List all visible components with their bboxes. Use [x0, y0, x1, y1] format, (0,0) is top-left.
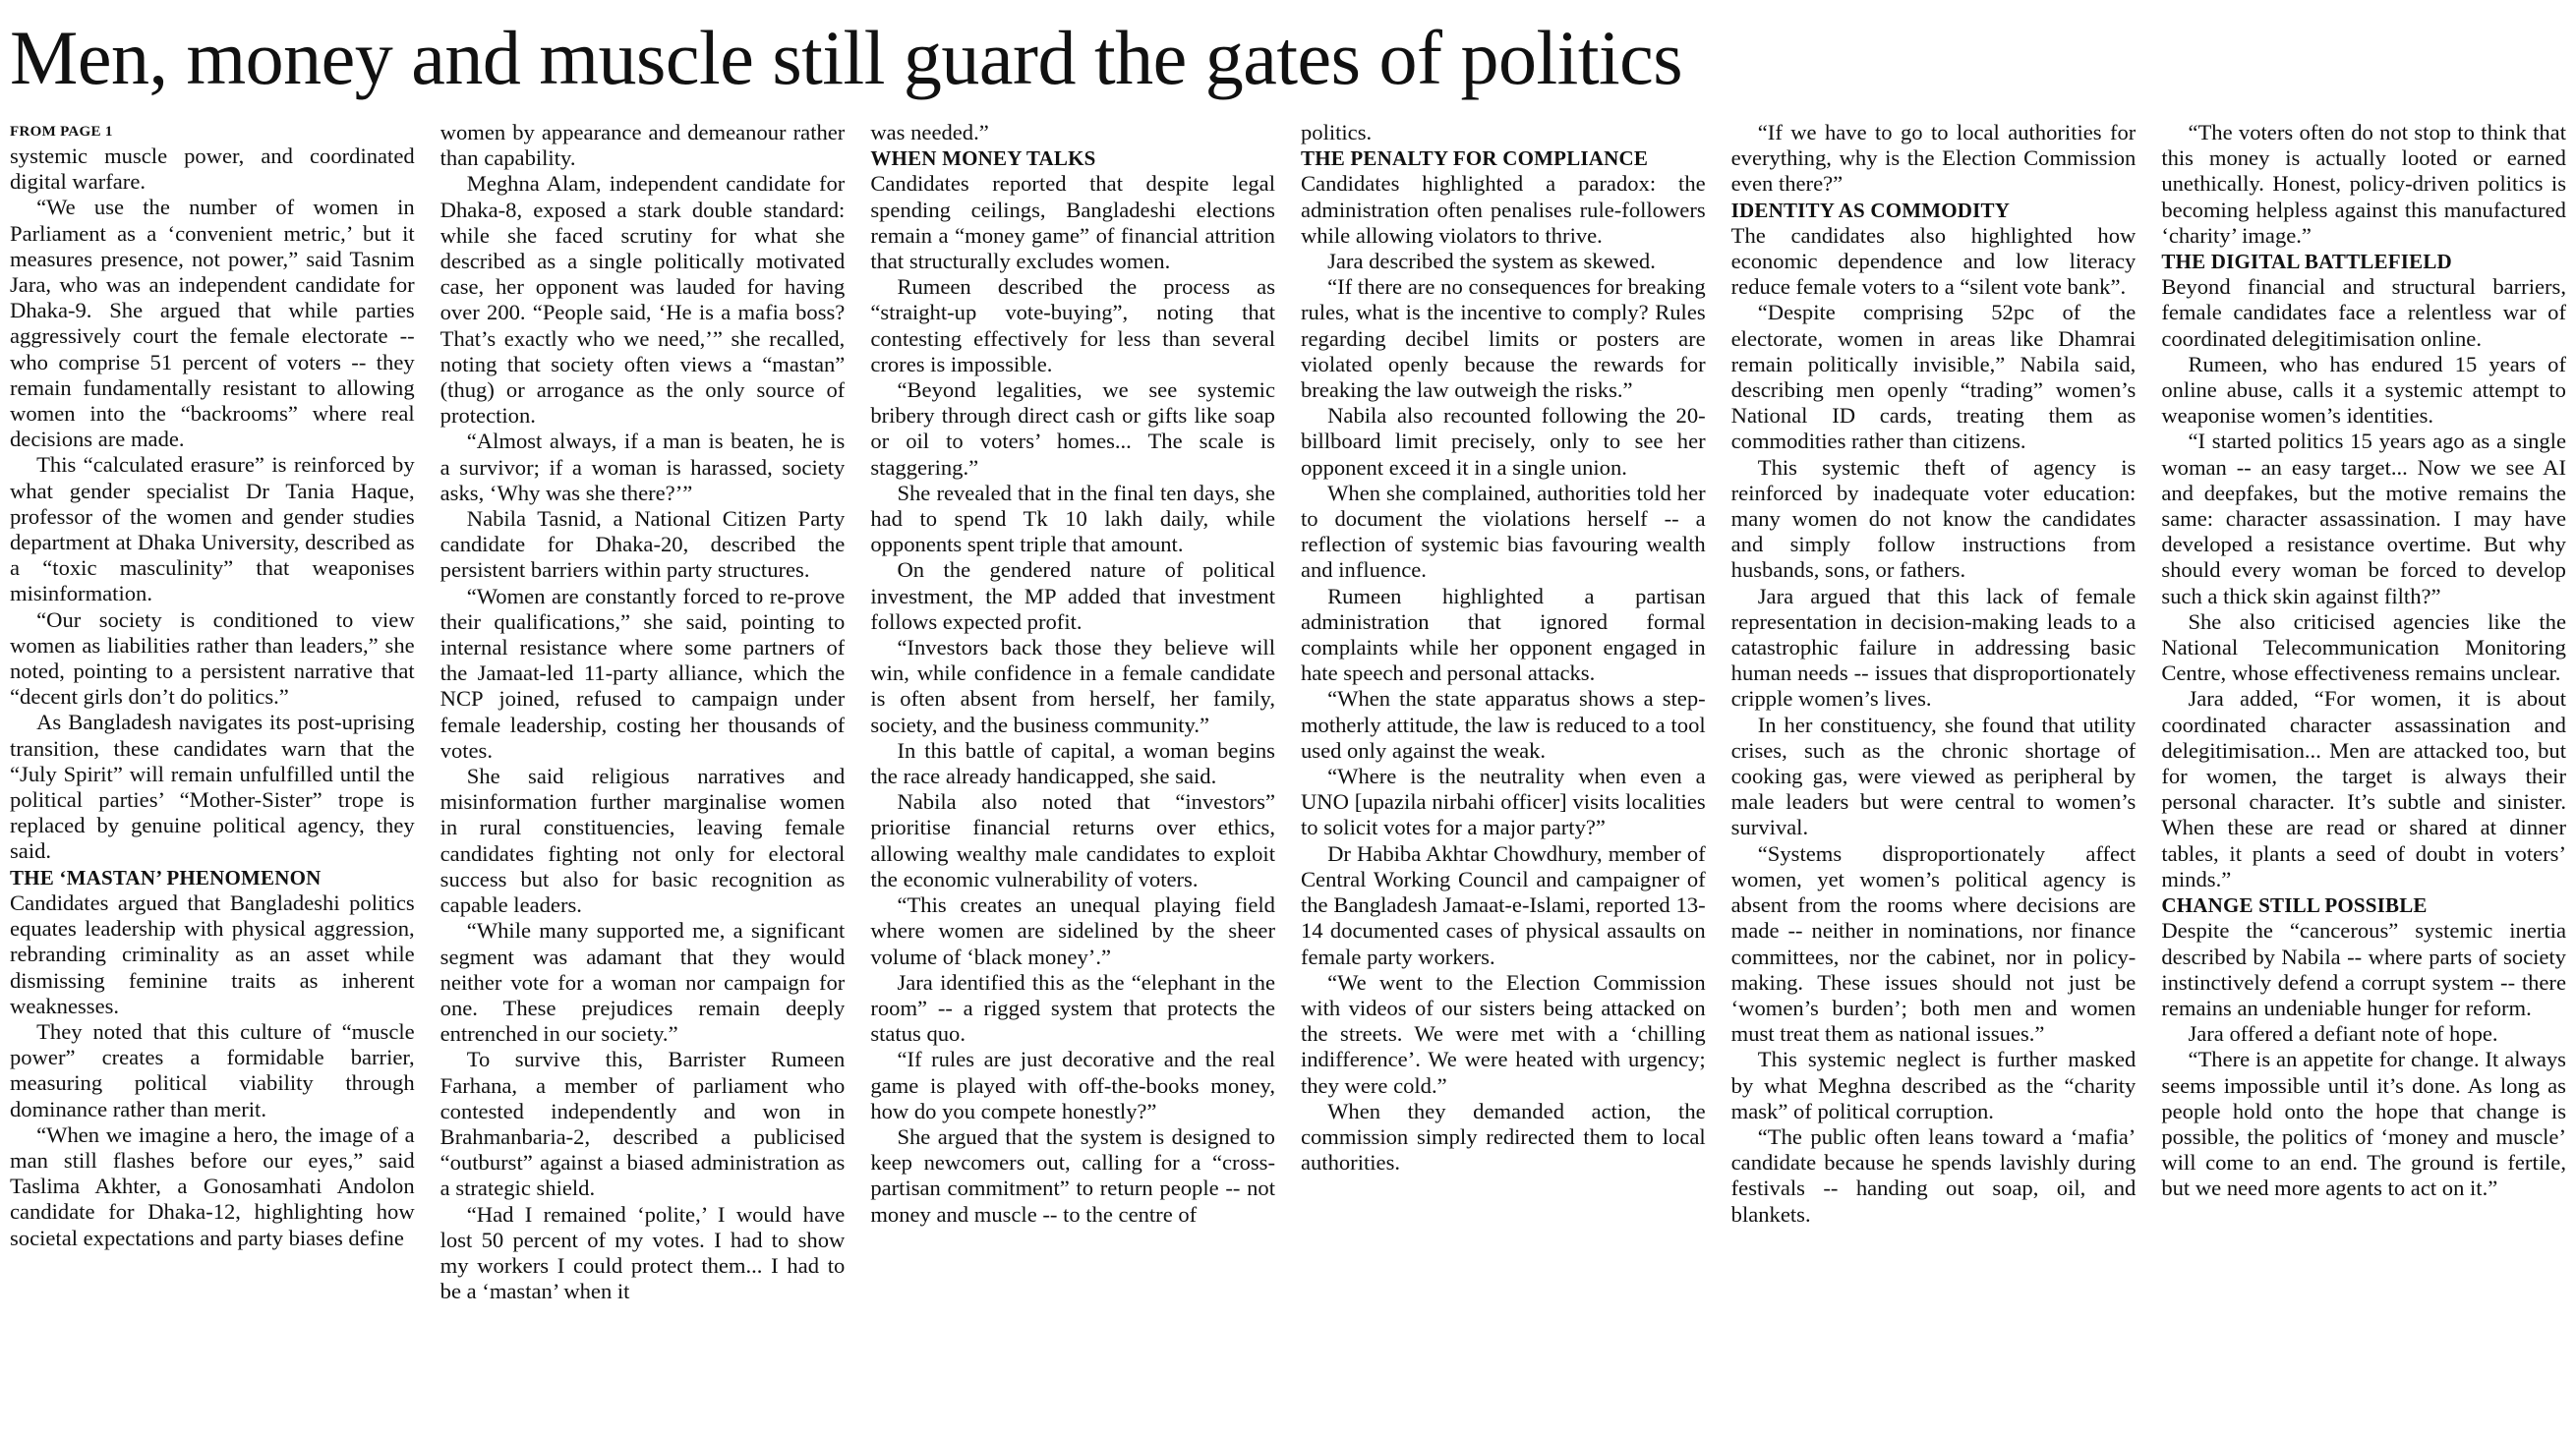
paragraph: Jara offered a defiant note of hope. [2188, 1021, 2498, 1047]
paragraph: “Despite comprising 52pc of the electorate, women in areas like Dhamrai remain politically invisible,” Nabila said, describing men openly “trading” women’s National ID cards, treating them as commodities rather than citizens. [1730, 300, 2137, 454]
paragraph: “If there are no consequences for breaking rules, what is the incentive to comply? Rules regarding decibel limits or posters are violated openly because the rewards for breaking the law outweigh the risks.” [1300, 274, 1706, 403]
paragraph: “The voters often do not stop to think that this money is actually looted or earned unethically. Honest, policy-driven politics is becoming helpless against this manufactured ‘charity’ image.” [2161, 120, 2566, 248]
paragraph: On the gendered nature of political investment, the MP added that investment follows expected profit. [870, 557, 1275, 634]
paragraph: “The public often leans toward a ‘mafia’ candidate because he spends lavishly during festivals -- handing out soap, oil, and blankets. [1730, 1123, 2137, 1227]
paragraph: The candidates also highlighted how economic dependence and low literacy reduce female voters to a “silent vote bank”. [1730, 222, 2137, 300]
paragraph: “While many supported me, a significant segment was adamant that they would neither vote for a woman nor campaign for one. These prejudices remain deeply entrenched in our society.” [439, 918, 846, 1047]
paragraph: In her constituency, she found that utility crises, such as the chronic shortage of cooking gas, were viewed as peripheral by male leaders but were central to women’s survival. [1730, 712, 2137, 840]
paragraph: Despite the “cancerous” systemic inertia described by Nabila -- where parts of society instinctively defend a corrupt system -- there remains an undeniable hunger for reform. [2161, 918, 2566, 1020]
column-4 [1301, 120, 1706, 1433]
paragraph: Rumeen, who has endured 15 years of online abuse, calls it a systemic attempt to weaponise women’s identities. [2161, 351, 2566, 429]
subheading: THE DIGITAL BATTLEFIELD [2161, 250, 2452, 274]
paragraph: Dr Habiba Akhtar Chowdhury, member of Central Working Council and campaigner of the Bangladesh Jamaat-e-Islami, reported 13-14 documented cases of physical assaults on female party workers. [1300, 840, 1706, 969]
paragraph: “We went to the Election Commission with videos of our sisters being attacked on the streets. We were met with a ‘chilling indifference’. We were heated with urgency; they were cold.” [1300, 969, 1706, 1098]
paragraph: Jara argued that this lack of female representation in decision-making leads to a catastrophic failure in addressing basic human needs -- issues that disproportionately cripple women’s lives. [1730, 583, 2137, 712]
paragraph: “Where is the neutrality when even a UNO [upazila nirbahi officer] visits localities to solicit votes for a major party?” [1300, 764, 1706, 840]
column-2 [440, 120, 846, 1433]
paragraph: “This creates an unequal playing field where women are sidelined by the sheer volume of ‘black money’.” [870, 892, 1275, 969]
paragraph: Jara described the system as skewed. [1327, 249, 1656, 274]
paragraph: She argued that the system is designed to keep newcomers out, calling for a “cross-partisan commitment” to return people -- not money and muscle -- to the centre of [870, 1123, 1275, 1227]
paragraph: Rumeen described the process as “straight-up vote-buying”, noting that contesting effectively for less than several crores is impossible. [870, 274, 1275, 376]
column-1 [10, 120, 415, 1433]
paragraph: Candidates reported that despite legal spending ceilings, Bangladeshi elections remain a “money game” of financial attrition that structurally excludes women. [870, 171, 1275, 274]
paragraph: politics. [1300, 120, 1373, 144]
paragraph: “Investors back those they believe will win, while confidence in a female candidate is often absent from herself, her family, society, and the business community.” [870, 635, 1275, 737]
paragraph: “Systems disproportionately affect women, yet women’s political agency is absent from the rooms where decisions are made -- neither in nominations, nor finance committees, nor the cabinet, nor in policy-making. These issues should not just be ‘women’s burden’; both men and women must treat them as national issues.” [1730, 840, 2137, 1047]
paragraph: “Almost always, if a man is beaten, he is a survivor; if a woman is harassed, society asks, ‘Why was she there?’” [439, 429, 846, 505]
paragraph: Candidates highlighted a paradox: the administration often penalises rule-followers while allowing violators to thrive. [1300, 171, 1706, 248]
subheading: CHANGE STILL POSSIBLE [2161, 893, 2428, 918]
paragraph: Beyond financial and structural barriers, female candidates face a relentless war of coordinated delegitimisation online. [2161, 274, 2566, 351]
paragraph: “Women are constantly forced to re-prove their qualifications,” she said, pointing to internal resistance where some partners of the Jamaat-led 11-party alliance, which the NCP joined, refused to campaign under female leadership, costing her thousands of votes. [439, 583, 846, 763]
paragraph: They noted that this culture of “muscle power” creates a formidable barrier, measuring political viability through dominance rather than merit. [10, 1018, 415, 1121]
continuation-kicker: FROM PAGE 1 [10, 124, 113, 140]
column-3 [870, 120, 1275, 1433]
paragraph: “If rules are just decorative and the real game is played with off-the-books money, how do you compete honestly?” [870, 1047, 1275, 1123]
paragraph: “When the state apparatus shows a step-motherly attitude, the law is reduced to a tool used only against the weak. [1300, 686, 1706, 763]
paragraph: “Beyond legalities, we see systemic bribery through direct cash or gifts like soap or oil to voters’ homes... The scale is staggering.” [870, 377, 1275, 480]
paragraph: Meghna Alam, independent candidate for Dhaka-8, exposed a stark double standard: while she faced scrutiny for what she described as a single politically motivated case, her opponent was lauded for having over 200. “People said, ‘He is a mafia boss? That’s exactly who we need,’” she recalled, noting that society often views a “mastan” (thug) or arrogance as the only source of protection. [439, 171, 846, 429]
paragraph: “Had I remained ‘polite,’ I would have lost 50 percent of my votes. I had to show my workers I could protect them... I had to be a ‘mastan’ when it [439, 1201, 846, 1304]
paragraph: “When we imagine a hero, the image of a man still flashes before our eyes,” said Taslima Akhter, a Gonosamhati Andolon candidate for Dhaka-12, highlighting how societal expectations and party biases define [10, 1121, 415, 1250]
article-body [10, 120, 2566, 1433]
paragraph: Nabila also noted that “investors” prioritise financial returns over ethics, allowing wealthy male candidates to exploit the economic vulnerability of voters. [870, 789, 1275, 891]
paragraph: systemic muscle power, and coordinated digital warfare. [10, 144, 415, 195]
paragraph: To survive this, Barrister Rumeen Farhana, a member of parliament who contested independently and won in Brahmanbaria-2, described a publicised “outburst” against a biased administration as a strategic shield. [439, 1047, 846, 1201]
paragraph: She also criticised agencies like the National Telecommunication Monitoring Centre, whose effectiveness remains unclear. [2161, 608, 2566, 686]
subheading: WHEN MONEY TALKS [870, 146, 1096, 171]
paragraph: “There is an appetite for change. It always seems impossible until it’s done. As long as people hold onto the hope that change is possible, the politics of ‘money and muscle’ will come to an end. The ground is fertile, but we need more agents to act on it.” [2161, 1047, 2566, 1201]
paragraph: As Bangladesh navigates its post-uprising transition, these candidates warn that the “July Spirit” will remain unfulfilled until the political parties’ “Mother-Sister” trope is replaced by genuine political agency, they said. [10, 710, 415, 864]
paragraph: “I started politics 15 years ago as a single woman -- an easy target... Now we see AI and deepfakes, but the motive remains the same: character assassination. I may have developed a resistance overtime. But why should every woman be forced to develop such a thick skin against filth?” [2161, 429, 2566, 608]
paragraph: When she complained, authorities told her to document the violations herself -- a reflection of systemic bias favouring wealth and influence. [1300, 480, 1706, 583]
paragraph: In this battle of capital, a woman begins the race already handicapped, she said. [870, 737, 1275, 789]
paragraph: “If we have to go to local authorities for everything, why is the Election Commission even there?” [1730, 120, 2137, 197]
subheading: THE PENALTY FOR COMPLIANCE [1300, 146, 1649, 171]
paragraph: “Our society is conditioned to view women as liabilities rather than leaders,” she noted, pointing to a persistent narrative that “decent girls don’t do politics.” [10, 606, 415, 710]
paragraph: Jara identified this as the “elephant in the room” -- a rigged system that protects the status quo. [870, 969, 1275, 1047]
paragraph: Nabila also recounted following the 20-billboard limit precisely, only to see her opponent exceed it in a single union. [1300, 403, 1706, 480]
paragraph: Nabila Tasnid, a National Citizen Party candidate for Dhaka-20, described the persistent barriers within party structures. [439, 506, 846, 583]
subheading: THE ‘MASTAN’ PHENOMENON [10, 865, 322, 890]
paragraph: Jara added, “For women, it is about coordinated character assassination and delegitimisation... Men are attacked too, but for women, the target is always their personal character. It’s subtle and sinister. When these are read or shared at dinner tables, it plants a seed of doubt in voters’ minds.” [2161, 686, 2566, 891]
paragraph: She said religious narratives and misinformation further marginalise women in rural constituencies, leaving female candidates fighting not only for electoral success but also for basic recognition as capable leaders. [439, 764, 846, 918]
paragraph: She revealed that in the final ten days, she had to spend Tk 10 lakh daily, while opponents spent triple that amount. [870, 480, 1275, 557]
paragraph: “We use the number of women in Parliament as a ‘convenient metric,’ but it measures presence, not power,” said Tasnim Jara, who was an independent candidate for Dhaka-9. She argued that while parties aggressively court the female electorate -- who comprise 51 percent of voters -- they remain fundamentally resistant to allowing women into the “backrooms” where real decisions are made. [10, 195, 415, 452]
paragraph: Rumeen highlighted a partisan administration that ignored formal complaints while her opponent engaged in hate speech and personal attacks. [1300, 583, 1706, 686]
paragraph: This systemic neglect is further masked by what Meghna described as the “charity mask” of political corruption. [1730, 1047, 2137, 1123]
paragraph: This “calculated erasure” is reinforced by what gender specialist Dr Tania Haque, professor of the women and gender studies department at Dhaka University, described as a “toxic masculinity” that weaponises misinformation. [10, 452, 415, 606]
subheading: IDENTITY AS COMMODITY [1730, 198, 2011, 222]
paragraph: This systemic theft of agency is reinforced by inadequate voter education: many women do not know the candidates and simply follow instructions from husbands, sons, or fathers. [1730, 454, 2137, 583]
paragraph: When they demanded action, the commission simply redirected them to local authorities. [1300, 1098, 1706, 1176]
paragraph: Candidates argued that Bangladeshi politics equates leadership with physical aggression, rebranding criminality as an asset while dismissing feminine traits as inherent weaknesses. [10, 890, 415, 1018]
column-5 [1731, 120, 2137, 1433]
paragraph: was needed.” [870, 120, 989, 144]
column-6 [2161, 120, 2566, 1433]
headline: Men, money and muscle still guard the gates of politics [10, 15, 1683, 100]
paragraph: women by appearance and demeanour rather than capability. [439, 120, 846, 171]
